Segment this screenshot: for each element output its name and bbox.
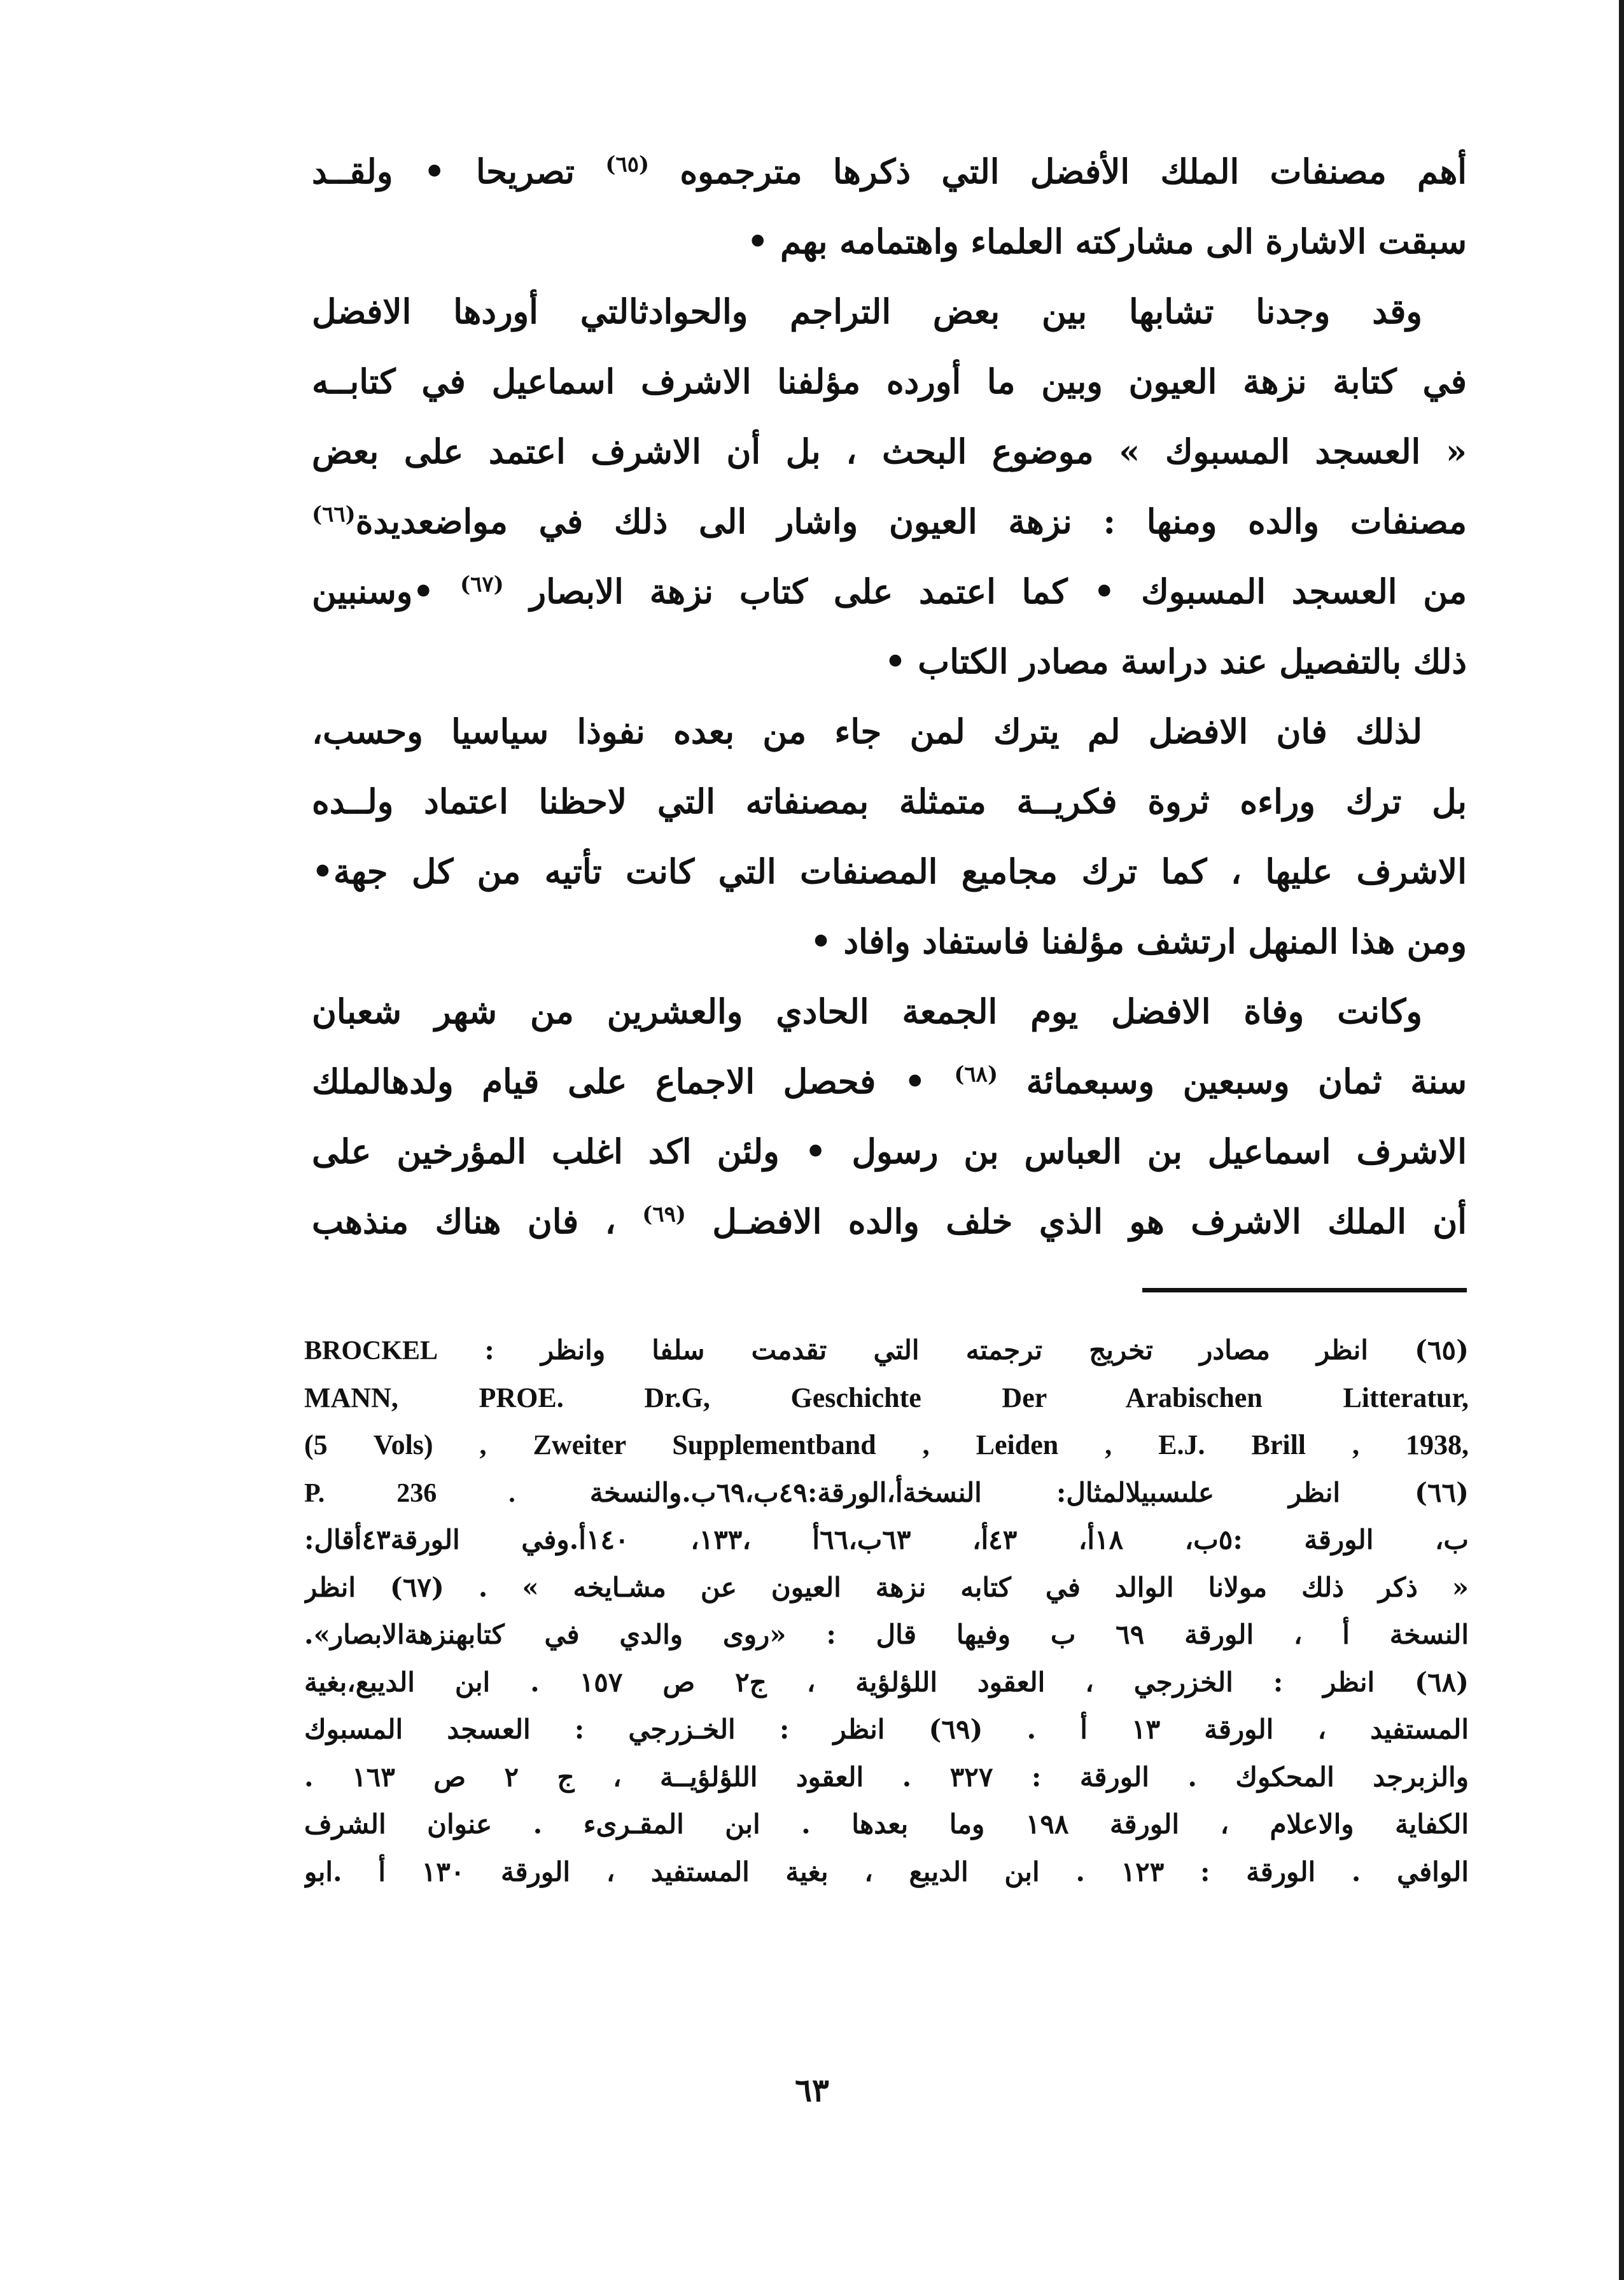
footnote-reference: (٦٦) <box>312 501 356 528</box>
line-text: أن الملك الاشرف هو الذي خلف والده الافضـل <box>685 1202 1467 1241</box>
body-line <box>312 767 1467 837</box>
footnote-text: (٦٥) انظر مصادر تخريج ترجمته التي تقدمت سلفا وانظر : <box>484 1334 1469 1366</box>
line-text: سبقت الاشارة الى مشاركته العلماء واهتمامه بهم • <box>746 222 1467 262</box>
footnote-line: المستفيد ، الورقة ١٣ أ . (٦٩) انظر : الخـزرجي : العسجد المسبوك <box>304 1714 1469 1745</box>
footnote-line <box>304 1469 1469 1517</box>
line-text: ومن هذا المنهل ارتشف مؤلفنا فاستفاد وافاد • <box>810 922 1467 962</box>
footnote-line: النسخة أ ، الورقة ٦٩ ب وفيها قال : «روى والدي في كتابهنزهةالابصار». <box>304 1619 1469 1650</box>
line-text: الاشرف عليها ، كما ترك مجاميع المصنفات التي كانت تأتيه من كل جهة• <box>312 852 1467 892</box>
footnote-line <box>304 1327 1469 1374</box>
footnote-line: والزبرجد المحكوك . الورقة : ٣٢٧ . العقود اللؤلؤيــة ، ج ٢ ص ١٦٣ . <box>304 1761 1469 1793</box>
line-text: مصنفات والده ومنها : نزهة العيون واشار الى ذلك في مواضعديدة <box>355 502 1467 542</box>
line-text: الاشرف اسماعيل بن العباس بن رسول • ولئن اكد اغلب المؤرخين على <box>312 1132 1467 1171</box>
footnote-reference: (٦٩) <box>642 1201 686 1227</box>
body-line <box>312 627 1467 697</box>
footnotes-section <box>304 1327 1469 1896</box>
line-text: سنة ثمان وسبعين وسبعمائة <box>998 1062 1467 1102</box>
footnote-text: (٦٦) انظر علىسبيلالمثال: النسخةأ،الورقة:٤٩ب،٦٩ب.والنسخة <box>589 1476 1469 1508</box>
line-text: • فحصل الاجماع على قيام ولدهالملك <box>312 1062 955 1102</box>
main-body-text <box>312 137 1467 1257</box>
line-text: تصريحا • ولقــد <box>312 152 606 192</box>
footnote-reference: (٦٨) <box>954 1061 998 1088</box>
line-text: ، فان هناك منذهب <box>312 1202 643 1241</box>
footnote-line: الوافي . الورقة : ١٢٣ . ابن الديبع ، بغية المستفيد ، الورقة ١٣٠ أ .ابو <box>304 1856 1469 1887</box>
footnote-line: « ذكر ذلك مولانا الوالد في كتابه نزهة العيون عن مشـايخه » . (٦٧) انظر <box>304 1571 1469 1603</box>
line-text: في كتابة نزهة العيون وبين ما أورده مؤلفنا الاشرف اسماعيل في كتابــه <box>312 362 1467 402</box>
body-line <box>312 137 1467 207</box>
footnote-latin-text: BROCKEL <box>304 1336 438 1366</box>
line-text: « العسجد المسبوك » موضوع البحث ، بل أن الاشرف اعتمد على بعض <box>312 432 1467 472</box>
footnote-line: الكفاية والاعلام ، الورقة ١٩٨ وما بعدها . ابن المقـرىء . عنوان الشرف <box>304 1808 1469 1840</box>
body-line <box>312 347 1467 417</box>
footnote-line: (٦٨) انظر : الخزرجي ، العقود اللؤلؤية ، ج٢ ص ١٥٧ . ابن الديبع،بغية <box>304 1666 1469 1698</box>
line-text: أهم مصنفات الملك الأفضل التي ذكرها مترجموه <box>649 152 1467 192</box>
body-line <box>312 1047 1467 1117</box>
line-text: بل ترك وراءه ثروة فكريــة متمثلة بمصنفاته التي لاحظنا اعتماد ولــده <box>312 782 1467 822</box>
footnote-reference: (٦٧) <box>460 571 504 598</box>
body-line <box>312 417 1467 487</box>
body-line <box>312 1187 1467 1257</box>
footnote-line: ب، الورقة :٥ب، ١٨أ، ٤٣أ، ٦٣ب،٦٦أ ،١٣٣، ١٤٠أ.وفي الورقة٤٣أقال: <box>304 1524 1469 1555</box>
footnote-separator-rule <box>1142 1288 1467 1292</box>
line-text: •وسنبين <box>312 572 460 612</box>
body-line <box>312 557 1467 627</box>
body-line <box>312 837 1467 907</box>
body-line <box>312 487 1467 557</box>
line-text: من العسجد المسبوك • كما اعتمد على كتاب نزهة الابصار <box>503 572 1467 612</box>
footnote-latin-text: P. 236 . <box>304 1478 515 1508</box>
line-text: ذلك بالتفصيل عند دراسة مصادر الكتاب • <box>884 642 1467 682</box>
scan-page-edge <box>1619 0 1624 2280</box>
footnote-line: MANN, PROE. Dr.G, Geschichte Der Arabischen Litteratur, <box>304 1381 1469 1413</box>
body-line <box>312 907 1467 977</box>
body-line <box>312 1117 1467 1187</box>
footnote-line: (5 Vols) , Zweiter Supplementband , Leiden , E.J. Brill , 1938, <box>304 1429 1469 1460</box>
body-line <box>312 977 1467 1047</box>
line-text: وكانت وفاة الافضل يوم الجمعة الحادي والعشرين من شهر شعبان <box>312 992 1422 1032</box>
line-text: لذلك فان الافضل لم يترك لمن جاء من بعده نفوذا سياسيا وحسب، <box>312 712 1422 752</box>
body-line <box>312 207 1467 277</box>
line-text: وقد وجدنا تشابها بين بعض التراجم والحوادثالتي أوردها الافضل <box>312 292 1422 332</box>
body-line <box>312 277 1467 347</box>
footnote-reference: (٦٥) <box>605 151 650 178</box>
page-number: ٦٣ <box>795 2071 829 2109</box>
body-line <box>312 697 1467 767</box>
